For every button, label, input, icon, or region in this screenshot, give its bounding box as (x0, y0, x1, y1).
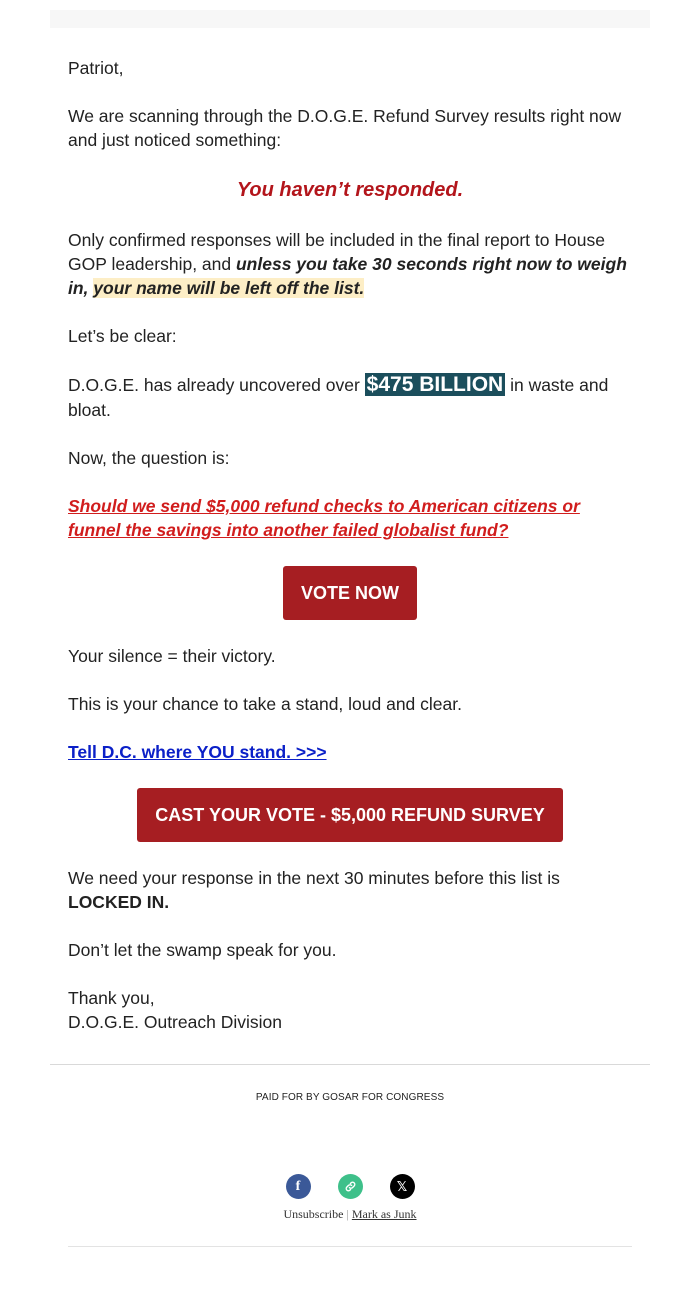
cast-vote-button[interactable]: CAST YOUR VOTE - $5,000 REFUND SURVEY (137, 788, 563, 842)
email-header-bar (50, 10, 650, 28)
x-icon[interactable]: 𝕏 (390, 1174, 415, 1199)
confirm-highlight: your name will be left off the list. (93, 278, 365, 298)
bottom-divider (68, 1246, 632, 1247)
signoff (68, 986, 632, 1034)
swamp-paragraph: Don’t let the swamp speak for you. (68, 940, 337, 960)
alert-headline: You haven’t responded. (236, 179, 464, 201)
mark-as-junk-link[interactable]: Mark as Junk (351, 1207, 417, 1221)
question-link[interactable]: Should we send $5,000 refund checks to American citizens or funnel the savings into another failed globalist fund? (68, 496, 580, 540)
social-links (50, 1162, 650, 1199)
chance-paragraph: This is your chance to take a stand, loud and clear. (68, 694, 462, 714)
footer-links (50, 1199, 650, 1222)
locked-in-text: LOCKED IN. (68, 892, 170, 912)
footer-separator: | (346, 1207, 349, 1221)
email-content (50, 28, 650, 1034)
confirm-paragraph (68, 228, 632, 300)
unsubscribe-link[interactable]: Unsubscribe (283, 1207, 344, 1221)
tell-paragraph (68, 740, 632, 764)
vote-button-wrap (68, 566, 632, 620)
facebook-icon[interactable]: f (286, 1174, 311, 1199)
question-intro: Now, the question is: (68, 448, 230, 468)
thanks-text: Thank you, (68, 988, 155, 1008)
lets-be-clear: Let’s be clear: (68, 326, 177, 346)
paid-for-disclaimer: PAID FOR BY GOSAR FOR CONGRESS (255, 1092, 445, 1103)
uncovered-paragraph: D.O.G.E. has already uncovered over $475 BILLION in waste and bloat. (68, 373, 609, 420)
signature: D.O.G.E. Outreach Division (68, 1012, 282, 1032)
vote-now-button[interactable]: VOTE NOW (283, 566, 417, 620)
intro-paragraph: We are scanning through the D.O.G.E. Refund Survey results right now and just noticed something: (68, 106, 622, 150)
footer (50, 1065, 650, 1222)
cast-button-wrap (68, 788, 632, 842)
deadline-paragraph: We need your response in the next 30 minutes before this list is LOCKED IN. (68, 868, 560, 912)
question-paragraph (68, 494, 632, 542)
amount-badge: $475 BILLION (366, 373, 504, 396)
link-icon[interactable] (338, 1174, 363, 1199)
silence-paragraph: Your silence = their victory. (68, 646, 276, 666)
greeting: Patriot, (68, 58, 124, 78)
confirm-text: Only confirmed responses will be included in the final report to House GOP leadership, and (68, 230, 605, 274)
tell-dc-link[interactable]: Tell D.C. where YOU stand. >>> (68, 742, 327, 762)
email-body (50, 0, 650, 1247)
confirm-emphasis: unless you take 30 seconds right now to weigh in, (68, 254, 627, 298)
